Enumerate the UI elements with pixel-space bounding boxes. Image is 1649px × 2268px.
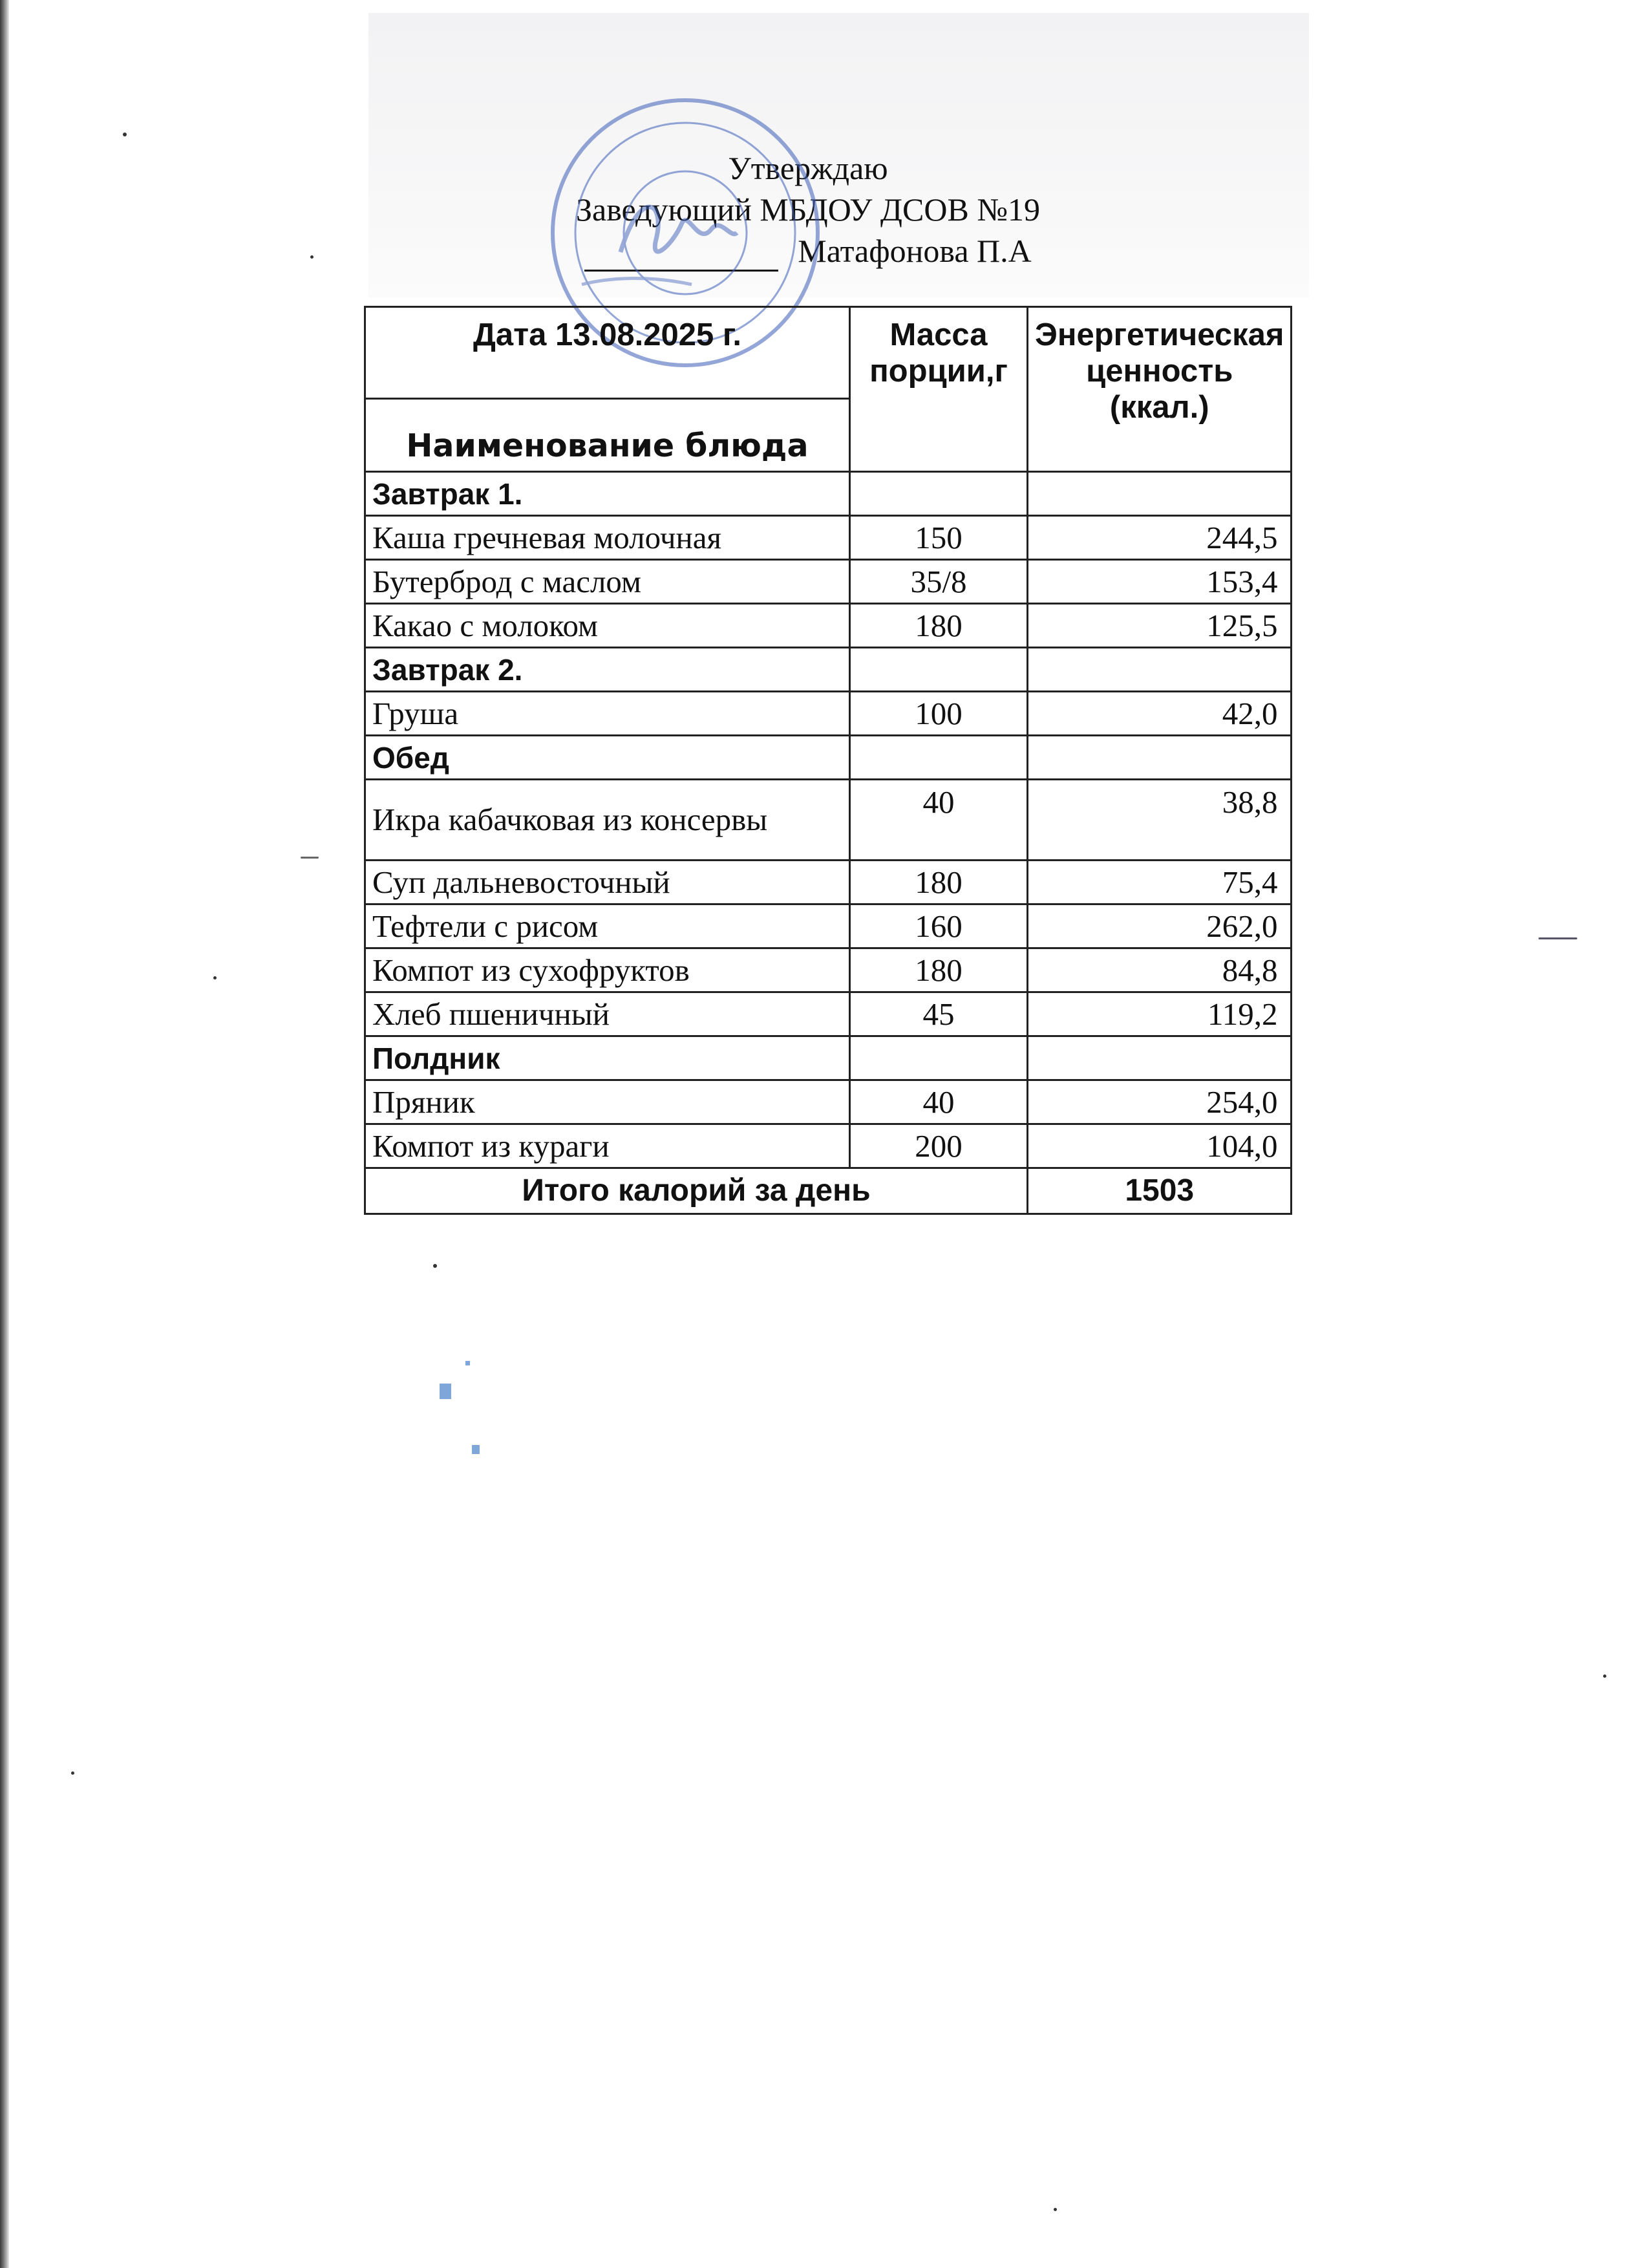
table-row bbox=[365, 780, 1292, 861]
table-row bbox=[365, 516, 1292, 560]
dish-mass: 45 bbox=[850, 992, 1028, 1036]
scan-speck bbox=[1603, 1674, 1606, 1678]
dish-energy: 262,0 bbox=[1028, 904, 1292, 948]
dish-mass: 200 bbox=[850, 1124, 1028, 1168]
dish-mass: 100 bbox=[850, 692, 1028, 736]
section-title: Завтрак 2. bbox=[365, 648, 850, 692]
dish-name: Хлеб пшеничный bbox=[365, 992, 850, 1036]
scan-speck bbox=[123, 133, 127, 136]
scan-speck bbox=[301, 857, 319, 859]
table-row bbox=[365, 992, 1292, 1036]
scan-speck bbox=[433, 1264, 437, 1268]
approval-signer: Матафонова П.А bbox=[798, 233, 1032, 269]
scan-speck bbox=[213, 976, 217, 979]
dish-name: Груша bbox=[365, 692, 850, 736]
scan-speck bbox=[1538, 937, 1577, 939]
table-row bbox=[365, 861, 1292, 904]
scan-blue-speck bbox=[472, 1445, 480, 1454]
table-row bbox=[365, 904, 1292, 948]
dish-energy: 42,0 bbox=[1028, 692, 1292, 736]
header-energy: Энергетическая ценность (ккал.) bbox=[1028, 307, 1292, 472]
approval-signature-line bbox=[452, 230, 1164, 272]
approval-title: Утверждаю bbox=[728, 150, 888, 186]
dish-mass: 160 bbox=[850, 904, 1028, 948]
header-mass: Масса порции,г bbox=[850, 307, 1028, 472]
dish-energy: 38,8 bbox=[1028, 780, 1292, 861]
dish-mass: 180 bbox=[850, 604, 1028, 648]
dish-name: Бутерброд с маслом bbox=[365, 560, 850, 604]
scan-blue-speck bbox=[465, 1361, 470, 1365]
table-row bbox=[365, 1080, 1292, 1124]
header-row bbox=[365, 307, 1292, 399]
table-row bbox=[365, 604, 1292, 648]
dish-energy: 119,2 bbox=[1028, 992, 1292, 1036]
scan-speck bbox=[1054, 2208, 1057, 2211]
menu-table bbox=[364, 306, 1292, 1215]
dish-energy: 84,8 bbox=[1028, 948, 1292, 992]
table-row bbox=[365, 948, 1292, 992]
scan-speck bbox=[71, 1771, 74, 1775]
dish-name: Компот из сухофруктов bbox=[365, 948, 850, 992]
approval-block bbox=[452, 147, 1164, 272]
dish-name: Суп дальневосточный bbox=[365, 861, 850, 904]
dish-energy: 254,0 bbox=[1028, 1080, 1292, 1124]
table-row bbox=[365, 1124, 1292, 1168]
section-title: Обед bbox=[365, 736, 850, 780]
scan-blue-speck bbox=[440, 1384, 451, 1399]
section-row bbox=[365, 1036, 1292, 1080]
section-row bbox=[365, 736, 1292, 780]
dish-name: Тефтели с рисом bbox=[365, 904, 850, 948]
table-row bbox=[365, 692, 1292, 736]
total-value: 1503 bbox=[1028, 1168, 1292, 1214]
section-title: Полдник bbox=[365, 1036, 850, 1080]
header-dish-name: Наименование блюда bbox=[365, 399, 850, 472]
dish-name: Пряник bbox=[365, 1080, 850, 1124]
approval-position: Заведующий МБДОУ ДСОВ №19 bbox=[575, 191, 1041, 228]
dish-mass: 180 bbox=[850, 948, 1028, 992]
dish-mass: 35/8 bbox=[850, 560, 1028, 604]
dish-energy: 153,4 bbox=[1028, 560, 1292, 604]
total-label: Итого калорий за день bbox=[365, 1168, 1028, 1214]
dish-mass: 40 bbox=[850, 780, 1028, 861]
dish-name: Компот из кураги bbox=[365, 1124, 850, 1168]
dish-energy: 125,5 bbox=[1028, 604, 1292, 648]
total-row bbox=[365, 1168, 1292, 1214]
signature-blank bbox=[584, 239, 778, 272]
dish-mass: 150 bbox=[850, 516, 1028, 560]
dish-mass: 40 bbox=[850, 1080, 1028, 1124]
section-row bbox=[365, 648, 1292, 692]
dish-name: Каша гречневая молочная bbox=[365, 516, 850, 560]
table-row bbox=[365, 560, 1292, 604]
section-title: Завтрак 1. bbox=[365, 472, 850, 516]
section-row bbox=[365, 472, 1292, 516]
dish-energy: 244,5 bbox=[1028, 516, 1292, 560]
dish-name: Какао с молоком bbox=[365, 604, 850, 648]
dish-energy: 104,0 bbox=[1028, 1124, 1292, 1168]
scan-left-edge bbox=[0, 0, 9, 2268]
dish-energy: 75,4 bbox=[1028, 861, 1292, 904]
dish-mass: 180 bbox=[850, 861, 1028, 904]
dish-name: Икра кабачковая из консервы bbox=[365, 780, 850, 861]
header-date: Дата 13.08.2025 г. bbox=[365, 307, 850, 399]
scan-speck bbox=[310, 255, 314, 259]
